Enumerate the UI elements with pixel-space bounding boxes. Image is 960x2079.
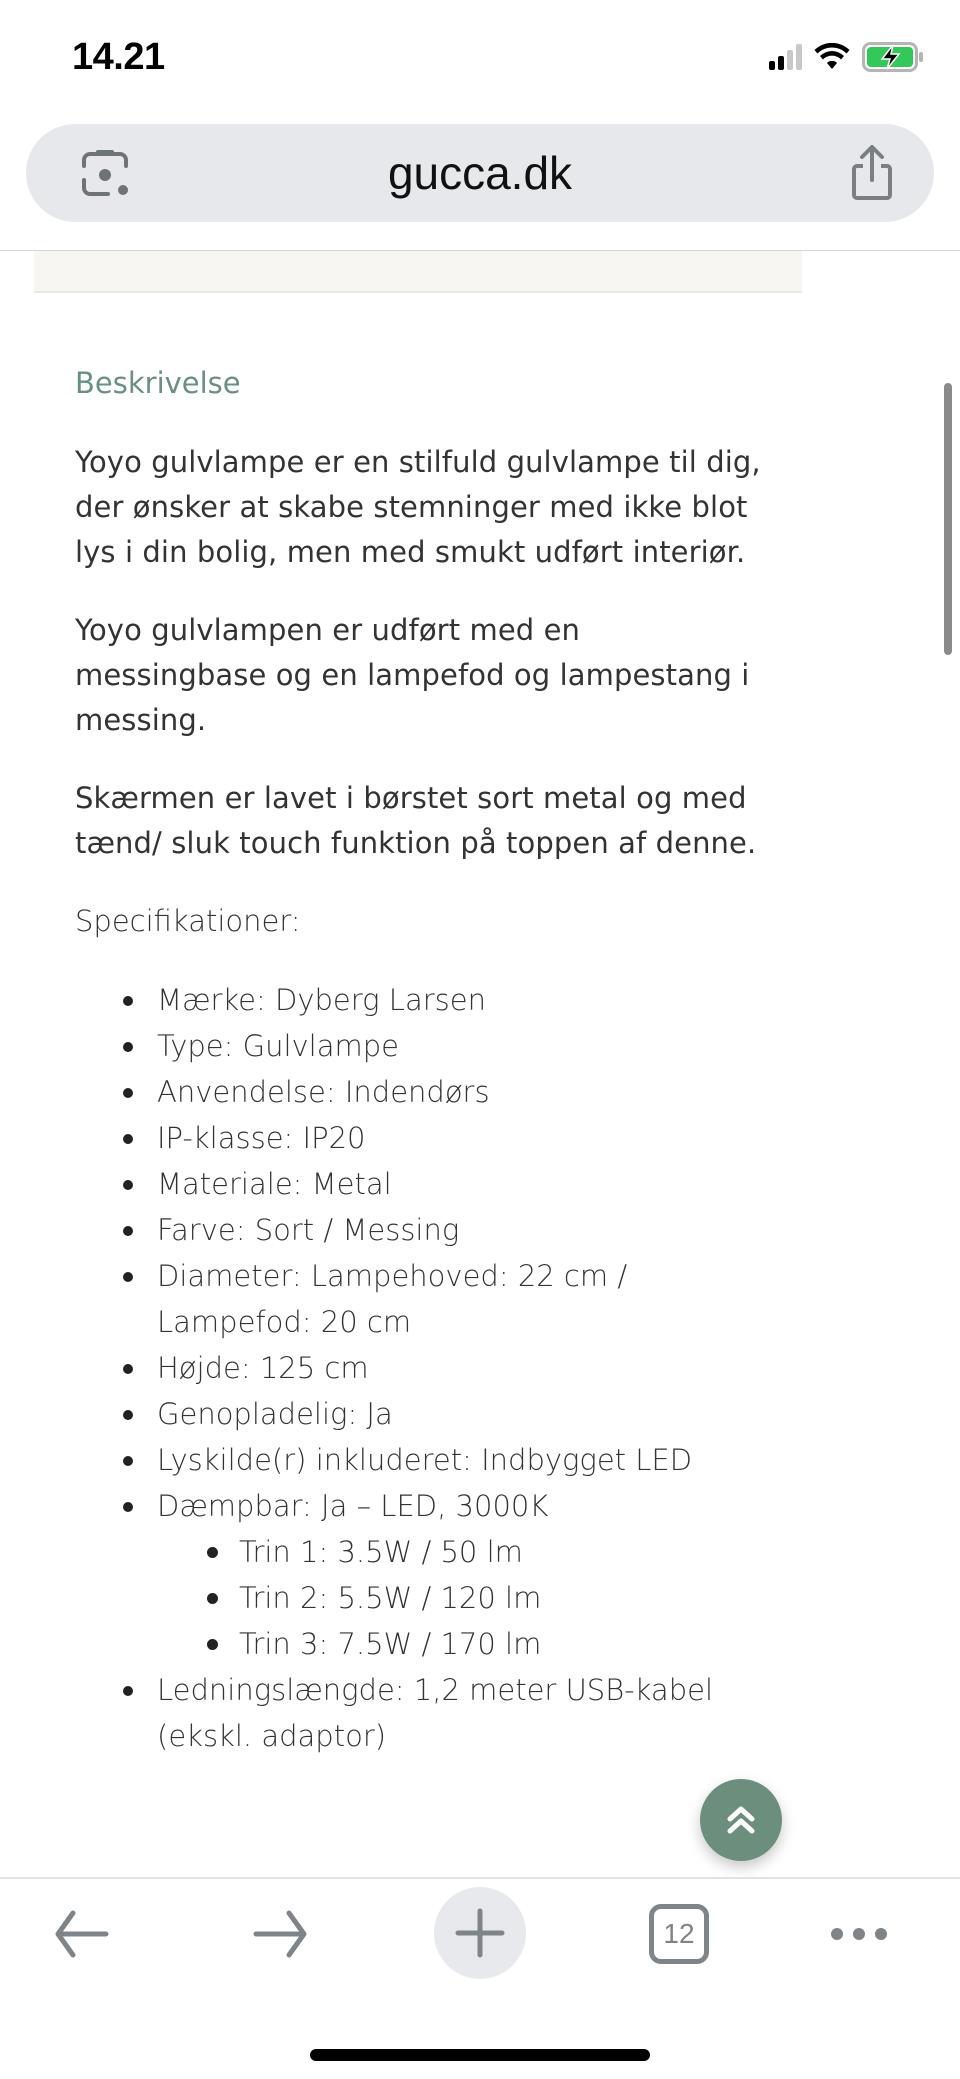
spec-item: Ledningslængde: 1,2 meter USB-kabel (ekskl. adaptor) xyxy=(157,1667,775,1759)
url-bar[interactable] xyxy=(26,124,934,222)
scroll-to-top-button[interactable] xyxy=(700,1779,782,1861)
spec-item: Højde: 125 cm xyxy=(157,1345,775,1391)
bullet-icon xyxy=(123,1226,133,1236)
page-scrollbar[interactable] xyxy=(944,383,952,655)
spec-item: Anvendelse: Indendørs xyxy=(157,1069,775,1115)
status-bar xyxy=(0,0,960,120)
bullet-icon xyxy=(123,1364,133,1374)
spec-item: Mærke: Dyberg Larsen xyxy=(157,977,775,1023)
wifi-icon xyxy=(814,43,850,71)
bullet-icon xyxy=(123,1686,133,1696)
bullet-icon xyxy=(123,1410,133,1420)
arrow-left-icon xyxy=(51,1909,111,1959)
status-time: 14.21 xyxy=(72,36,165,78)
double-chevron-up-icon xyxy=(726,1804,756,1836)
previous-section-block xyxy=(34,251,802,293)
spec-item: Farve: Sort / Messing xyxy=(157,1207,775,1253)
spec-item: Lyskilde(r) inkluderet: Indbygget LED xyxy=(157,1437,775,1483)
product-description xyxy=(75,366,775,1759)
tab-count-badge: 12 xyxy=(649,1904,709,1964)
dimming-step: Trin 3: 7.5W / 170 lm xyxy=(239,1621,775,1667)
battery-charging-icon xyxy=(862,42,924,72)
share-icon[interactable] xyxy=(848,144,896,202)
bullet-icon xyxy=(123,1088,133,1098)
status-icons xyxy=(769,42,924,72)
cellular-signal-icon xyxy=(769,44,802,70)
spec-list xyxy=(157,977,775,1759)
arrow-right-icon xyxy=(251,1909,311,1959)
dimming-steps-list xyxy=(239,1529,775,1667)
url-domain[interactable]: gucca.dk xyxy=(387,147,573,199)
spec-item: Dæmpbar: Ja – LED, 3000K Trin 1: 3.5W / 50 lm Trin 2: 5.5W / 120 lm Trin 3: 7.5W / 170 lm xyxy=(157,1483,775,1667)
more-menu-button[interactable] xyxy=(814,1889,904,1979)
bullet-icon xyxy=(123,1502,133,1512)
tab-switcher-button[interactable] xyxy=(634,1889,724,1979)
ellipsis-icon xyxy=(829,1926,889,1942)
bullet-icon xyxy=(123,1134,133,1144)
hollow-bullet-icon xyxy=(207,1593,218,1604)
description-paragraph: Skærmen er lavet i børstet sort metal og med tænd/ sluk touch funktion på toppen af denne. xyxy=(75,781,757,860)
dimming-step: Trin 2: 5.5W / 120 lm xyxy=(239,1575,775,1621)
section-title: Beskrivelse xyxy=(75,366,241,400)
back-button[interactable] xyxy=(36,1889,126,1979)
spec-item: Genopladelig: Ja xyxy=(157,1391,775,1437)
dimming-step: Trin 1: 3.5W / 50 lm xyxy=(239,1529,775,1575)
new-tab-button[interactable] xyxy=(434,1887,526,1979)
spec-item: Type: Gulvlampe xyxy=(157,1023,775,1069)
bullet-icon xyxy=(123,1272,133,1282)
bullet-icon xyxy=(123,1042,133,1052)
home-indicator[interactable] xyxy=(310,2049,650,2061)
spec-item: Diameter: Lampehoved: 22 cm / Lampefod: 20 cm xyxy=(157,1253,775,1345)
spec-item: Materiale: Metal xyxy=(157,1161,775,1207)
plus-icon xyxy=(455,1908,505,1958)
description-paragraph: Yoyo gulvlampen er udført med en messingbase og en lampefod og lampestang i messing. xyxy=(75,613,750,737)
description-paragraph: Yoyo gulvlampe er en stilfuld gulvlampe til dig, der ønsker at skabe stemninger med ikke blot lys i din bolig, men med smukt udført interiør. xyxy=(75,445,761,569)
spec-item: IP-klasse: IP20 xyxy=(157,1115,775,1161)
hollow-bullet-icon xyxy=(207,1639,218,1650)
bullet-icon xyxy=(123,1456,133,1466)
bullet-icon xyxy=(123,1180,133,1190)
hollow-bullet-icon xyxy=(207,1547,218,1558)
bullet-icon xyxy=(123,996,133,1006)
forward-button[interactable] xyxy=(236,1889,326,1979)
spec-heading: Specifikationer: xyxy=(75,904,301,938)
